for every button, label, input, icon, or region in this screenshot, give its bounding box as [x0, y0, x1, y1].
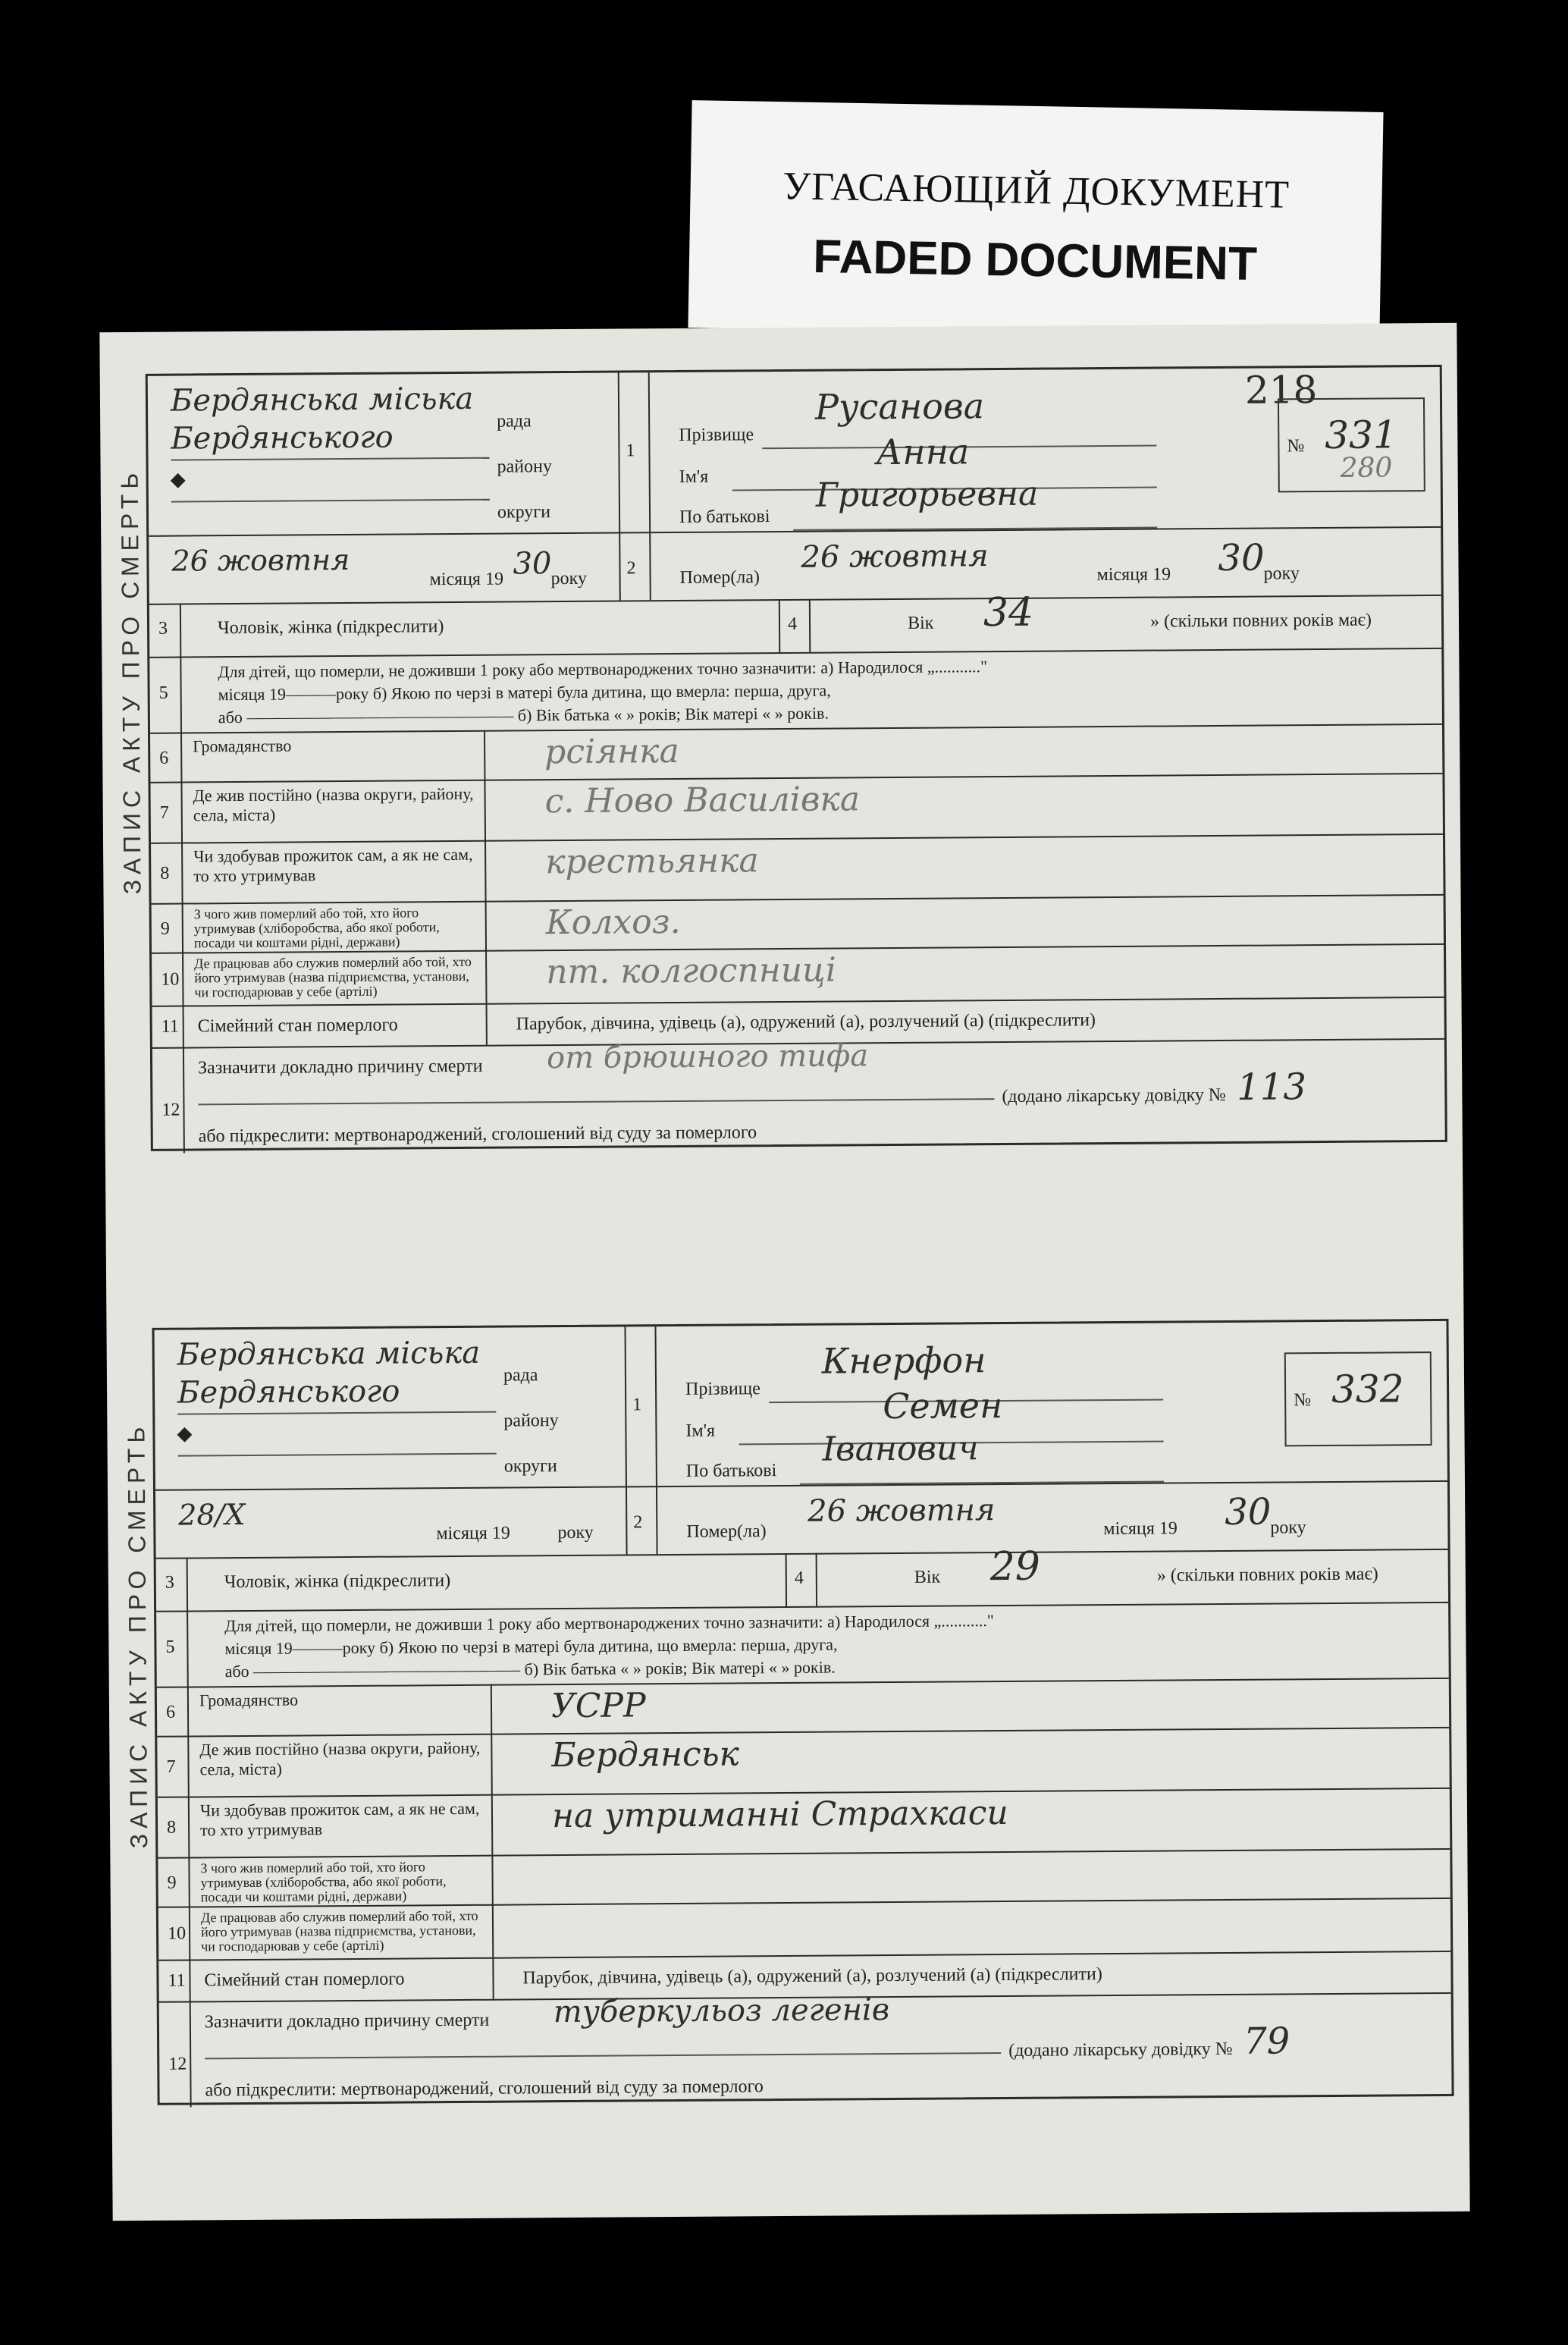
num-8: 8 [167, 1817, 177, 1838]
cause-handwritten: от брюшного тифа [546, 1038, 869, 1076]
death-year-label: року [1263, 563, 1300, 584]
name-label: Ім'я [685, 1420, 716, 1441]
registration-date: 28/X [178, 1497, 246, 1532]
form-grid [152, 1319, 1454, 2105]
age-tail: » (скільки повних років має) [1156, 1564, 1378, 1586]
fill-line [198, 1098, 994, 1105]
faded-document-label [688, 100, 1383, 340]
death-record-form-1 [99, 323, 1462, 1151]
document-sheet [99, 323, 1469, 2221]
num-1: 1 [632, 1395, 642, 1415]
death-record-form-2 [106, 1277, 1469, 2105]
label-row9: З чого жив померлий або той, хто його утримував (хліборобства, або якої роботи, посади чи коштами рідні, держави) [200, 1859, 447, 1905]
gender-label: Чоловік, жінка (підкреслити) [224, 1571, 451, 1593]
label-row9: З чого жив померлий або той, хто його утримував (хліборобства, або якої роботи, посади чи коштами рідні, держави) [193, 905, 440, 951]
reg-year-label: року [557, 1522, 594, 1543]
citizenship-handwritten: УСРР [550, 1686, 646, 1726]
rule-line [625, 1326, 628, 1554]
residence-handwritten: Бердянськ [551, 1734, 740, 1775]
fill-line [177, 1411, 496, 1415]
num-6: 6 [165, 1702, 176, 1722]
certificate-number: 113 [1237, 1066, 1307, 1109]
num-4: 4 [787, 614, 798, 634]
age-handwritten: 29 [989, 1543, 1041, 1590]
fill-line [171, 457, 490, 461]
patronymic-handwritten: Іванович [822, 1429, 979, 1469]
record-number-box [1284, 1351, 1432, 1446]
patronymic-label: По батькові [685, 1461, 777, 1481]
num-11: 11 [168, 1970, 186, 1991]
rule-line [157, 1727, 1449, 1738]
num-1: 1 [626, 441, 635, 461]
registration-year: 30 [513, 546, 552, 582]
certificate-label: (додано лікарську довідку № [1002, 1085, 1226, 1107]
label-row8: Чи здобував прожиток сам, а як не сам, то хто утримував [193, 844, 473, 886]
cause-label: Зазначити докладно причину смерти [204, 2010, 490, 2033]
label-row8: Чи здобував прожиток сам, а як не сам, то хто утримував [199, 1798, 480, 1840]
age-label: Вік [914, 1567, 941, 1587]
residence-handwritten: с. Ново Василівка [544, 780, 861, 821]
surname-handwritten: Кнерфон [821, 1339, 986, 1382]
row5-line3: або ———————————————— б) Вік батька « » років; Вік матері « » років. [218, 703, 829, 727]
num-2: 2 [626, 558, 636, 579]
label-english: FADED DOCUMENT [812, 230, 1258, 291]
num-9: 9 [160, 918, 170, 939]
livelihood-handwritten: на утриманні Страхкаси [551, 1793, 1008, 1836]
death-date-handwritten: 26 жовтня [808, 1493, 996, 1529]
died-label: Помер(ла) [686, 1521, 767, 1542]
rada-label: рада [497, 411, 532, 432]
okruhy-label: округи [497, 502, 551, 523]
num-7: 7 [159, 802, 169, 823]
death-month-label: місяця 19 [1096, 564, 1171, 585]
occupation-handwritten: Колхоз. [545, 902, 681, 943]
stillborn-note: або підкреслити: мертвонароджений, сголошений від суду за померлого [205, 2077, 764, 2101]
num-12: 12 [162, 1100, 180, 1120]
rule-line [149, 526, 1441, 537]
side-label: ЗАПИС АКТУ ПРО СМЕРТЬ [115, 467, 146, 895]
marital-label: Сімейний стан померлого [204, 1969, 405, 1991]
cause-label: Зазначити докладно причину смерти [198, 1056, 483, 1078]
rule-line [152, 894, 1444, 905]
rada-label: рада [503, 1365, 538, 1386]
num-11: 11 [161, 1016, 179, 1037]
record-number-alt: 280 [1340, 452, 1393, 484]
death-year-handwritten: 30 [1218, 536, 1265, 579]
gender-label: Чоловік, жінка (підкреслити) [217, 617, 444, 639]
surname-label: Прізвище [679, 425, 754, 445]
number-sign: № [1294, 1390, 1312, 1411]
num-12: 12 [168, 2054, 187, 2074]
rule-line [149, 648, 1441, 658]
num-5: 5 [158, 683, 168, 703]
district-handwritten: Бердянського [177, 1373, 400, 1411]
label-row10: Де працював або служив померлий або той, хто його утримував (назва підприємства, установи, чи господарював у себе (артілі) [194, 953, 472, 1000]
rule-line [149, 595, 1441, 605]
num-2: 2 [633, 1512, 643, 1533]
stillborn-note: або підкреслити: мертвонароджений, сголошений від суду за померлого [198, 1122, 757, 1147]
rayonu-label: району [497, 457, 553, 477]
livelihood-handwritten: крестьянка [545, 841, 759, 882]
district-handwritten: Бердянського [171, 419, 394, 457]
died-label: Помер(ла) [679, 567, 760, 588]
record-number-box [1278, 397, 1425, 492]
rule-line [155, 1480, 1447, 1491]
rule-line [151, 833, 1443, 844]
num-10: 10 [161, 969, 180, 990]
number-sign: № [1287, 436, 1305, 457]
margin-mark: ◆ [170, 468, 186, 491]
record-number: 332 [1331, 1367, 1404, 1411]
marital-options: Парубок, дівчина, удівець (а), одружений (а), розлучений (а) (підкреслити) [516, 1010, 1096, 1034]
row5-line1: Для дітей, що померли, не доживши 1 року або мертвонароджених точно зазначити: а) Народилося „..........." [218, 657, 988, 682]
row5-line3: або ———————————————— б) Вік батька « » років; Вік матері « » років. [224, 1657, 836, 1681]
rule-line [187, 1558, 192, 2108]
okruhy-label: округи [503, 1456, 557, 1477]
death-year-label: року [1270, 1518, 1306, 1538]
rule-line [156, 1549, 1448, 1559]
rule-line [779, 599, 780, 652]
num-3: 3 [165, 1572, 174, 1593]
rule-line [654, 1326, 657, 1554]
death-date-handwritten: 26 жовтня [801, 538, 989, 575]
surname-label: Прізвище [685, 1379, 760, 1399]
num-4: 4 [794, 1568, 804, 1588]
name-handwritten: Анна [876, 431, 970, 473]
form-grid [146, 365, 1447, 1151]
cause-handwritten: туберкульоз легенів [553, 1992, 890, 2030]
council-handwritten: Бердянська міська [170, 381, 474, 419]
row5-line2: місяця 19———року б) Якою по черзі в матері була дитина, що вмерла: перша, друга, [218, 680, 831, 705]
rule-line [158, 1848, 1450, 1859]
row5-line2: місяця 19———року б) Якою по черзі в матері була дитина, що вмерла: перша, друга, [224, 1634, 838, 1659]
name-label: Ім'я [679, 466, 709, 487]
label-row6: Громадянство [199, 1690, 299, 1710]
fill-line [205, 2052, 1001, 2059]
rule-line [492, 1957, 494, 1999]
rule-line [180, 604, 185, 1154]
age-label: Вік [907, 613, 934, 633]
rule-line [648, 372, 651, 600]
reg-year-label: року [550, 568, 588, 589]
stamp-number: 218 [1244, 368, 1318, 413]
age-handwritten: 34 [983, 589, 1034, 636]
num-6: 6 [159, 748, 169, 768]
record-number: 331 [1325, 413, 1397, 457]
death-year-handwritten: 30 [1225, 1490, 1272, 1534]
rule-line [491, 1684, 494, 1957]
certificate-label: (додано лікарську довідку № [1008, 2039, 1233, 2061]
rule-line [484, 730, 488, 1003]
rule-line [156, 1602, 1448, 1612]
num-8: 8 [160, 863, 170, 884]
label-row6: Громадянство [193, 736, 292, 756]
citizenship-handwritten: рсіянка [544, 731, 679, 772]
name-handwritten: Семен [883, 1384, 1003, 1427]
certificate-number: 79 [1243, 2020, 1290, 2063]
label-row10: Де працював або служив померлий або той, хто його утримував (назва підприємства, установи, чи господарював у себе (артілі) [200, 1907, 478, 1954]
num-7: 7 [166, 1756, 176, 1777]
rayonu-label: району [503, 1411, 559, 1431]
council-handwritten: Бердянська міська [177, 1335, 481, 1373]
label-row7: Де жив постійно (назва округи, району, села, міста) [193, 783, 474, 825]
side-label: ЗАПИС АКТУ ПРО СМЕРТЬ [122, 1421, 153, 1849]
fill-line [171, 499, 490, 503]
rule-line [786, 1553, 787, 1606]
row5-line1: Для дітей, що померли, не доживши 1 року або мертвонароджених точно зазначити: а) Народилося „..........." [224, 1611, 994, 1636]
num-9: 9 [167, 1873, 177, 1893]
num-5: 5 [165, 1637, 175, 1657]
patronymic-handwritten: Григорьевна [815, 474, 1039, 515]
num-10: 10 [167, 1923, 187, 1944]
registration-date: 26 жовтня [171, 542, 350, 578]
label-row7: Де жив постійно (назва округи, району, села, міста) [199, 1738, 481, 1779]
fill-line [178, 1453, 497, 1457]
workplace-handwritten: пт. колгоспниці [546, 950, 837, 992]
reg-month-label: місяця 19 [436, 1523, 510, 1544]
label-russian: УГАСАЮЩИЙ ДОКУМЕНТ [782, 165, 1290, 217]
rule-line [809, 599, 811, 652]
margin-mark: ◆ [177, 1422, 193, 1446]
patronymic-label: По батькові [679, 507, 770, 527]
rule-line [618, 372, 621, 600]
surname-handwritten: Русанова [814, 385, 985, 428]
rule-line [486, 1003, 488, 1045]
marital-options: Парубок, дівчина, удівець (а), одружений (а), розлучений (а) (підкреслити) [522, 1964, 1102, 1989]
death-month-label: місяця 19 [1103, 1518, 1178, 1540]
reg-month-label: місяця 19 [429, 569, 504, 590]
marital-label: Сімейний стан померлого [197, 1015, 398, 1037]
age-tail: » (скільки повних років має) [1149, 610, 1372, 632]
rule-line [816, 1553, 817, 1606]
num-3: 3 [158, 618, 168, 639]
